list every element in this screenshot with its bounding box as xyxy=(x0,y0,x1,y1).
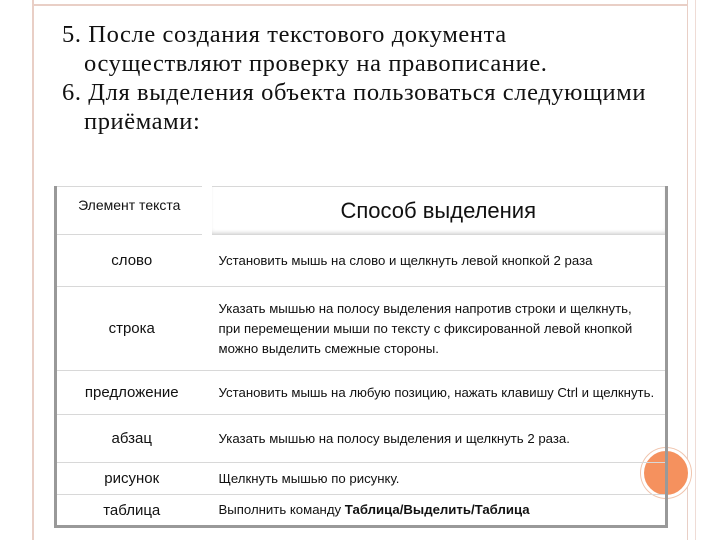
row-method: Щелкнуть мышью по рисунку. xyxy=(207,463,667,495)
row-method xyxy=(207,495,667,527)
table-row xyxy=(56,463,667,495)
row-method: Указать мышью на полосу выделения и щелкнуть 2 раза. xyxy=(207,415,667,463)
row-element: строка xyxy=(56,287,207,371)
table-row xyxy=(56,235,667,287)
row-element: рисунок xyxy=(56,463,207,495)
table-row xyxy=(56,287,667,371)
table-row xyxy=(56,371,667,415)
selection-methods-table xyxy=(54,186,668,528)
row-method: Установить мышь на любую позицию, нажать клавишу Ctrl и щелкнуть. xyxy=(207,371,667,415)
point-6: 6. Для выделения объекта пользоваться следующими приёмами: xyxy=(62,79,647,135)
row-element: слово xyxy=(56,235,207,287)
row-method: Установить мышь на слово и щелкнуть левой кнопкой 2 раза xyxy=(207,235,667,287)
row-element: абзац xyxy=(56,415,207,463)
frame-left-line xyxy=(32,0,34,540)
header-element: Элемент текста xyxy=(56,187,207,235)
table-header-row xyxy=(56,187,667,235)
table-row xyxy=(56,415,667,463)
row-method-command: Таблица/Выделить/Таблица xyxy=(344,502,530,517)
frame-top-line xyxy=(32,4,688,6)
row-method: Указать мышью на полосу выделения напротив строки и щелкнуть, при перемещении мыши по тексту с фиксированной левой кнопкой можно выделить смежные стороны. xyxy=(207,287,667,371)
row-method-prefix: Выполнить команду xyxy=(218,502,345,517)
bullet-points xyxy=(62,20,662,136)
row-element: предложение xyxy=(56,371,207,415)
table-row xyxy=(56,495,667,527)
frame-right-outer-line xyxy=(695,0,696,540)
point-5: 5. После создания текстового документа осуществляют проверку на правописание. xyxy=(62,21,548,77)
header-method: Способ выделения xyxy=(207,187,667,235)
row-element: таблица xyxy=(56,495,207,527)
